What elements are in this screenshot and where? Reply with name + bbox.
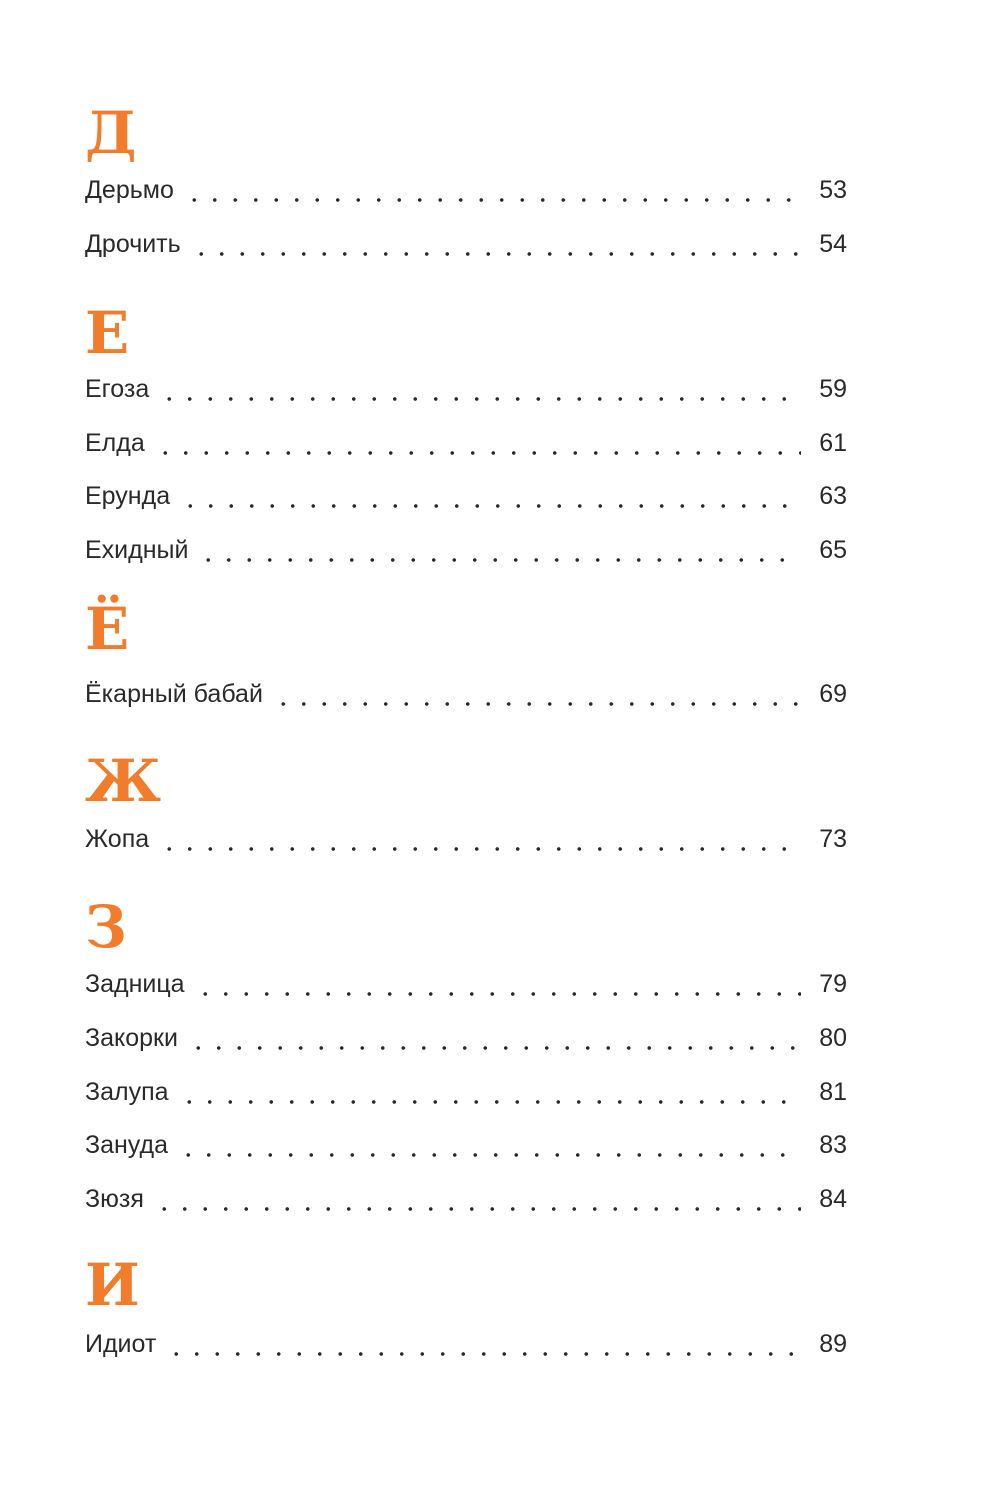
dot-leader — [273, 676, 801, 712]
dot-leader — [180, 478, 801, 514]
toc-entry[interactable] — [85, 821, 847, 857]
entry-page-number: 61 — [819, 428, 847, 457]
section-letter: Ё — [85, 595, 130, 663]
entry-page-number: 79 — [819, 969, 847, 998]
section-letter: Ж — [85, 747, 162, 815]
dot-leader — [159, 371, 801, 407]
entry-title: Ерунда — [85, 481, 171, 510]
entry-title: Залупа — [85, 1077, 169, 1106]
entry-page-number: 59 — [819, 374, 847, 403]
dot-leader — [179, 1074, 801, 1110]
entry-page-number: 69 — [819, 679, 847, 708]
toc-entry[interactable] — [85, 1127, 847, 1163]
toc-entry[interactable] — [85, 1181, 847, 1217]
entry-page-number: 83 — [819, 1130, 847, 1159]
entry-page-number: 65 — [819, 535, 847, 564]
entry-page-number: 80 — [819, 1023, 847, 1052]
entry-page-number: 84 — [819, 1184, 847, 1213]
toc-entry[interactable] — [85, 532, 847, 568]
toc-entry[interactable] — [85, 478, 847, 514]
entry-title: Дерьмо — [85, 175, 174, 204]
dot-leader — [155, 425, 801, 461]
section-letter: Е — [85, 299, 130, 367]
entry-title: Ёкарный бабай — [85, 679, 263, 708]
entry-page-number: 81 — [819, 1077, 847, 1106]
dot-leader — [154, 1181, 801, 1217]
entry-title: Зюзя — [85, 1184, 144, 1213]
entry-title: Елда — [85, 428, 145, 457]
entry-page-number: 73 — [819, 824, 847, 853]
entry-page-number: 89 — [819, 1329, 847, 1358]
section-letter: И — [85, 1251, 140, 1319]
entry-page-number: 54 — [819, 229, 847, 258]
dot-leader — [159, 821, 801, 857]
toc-entry[interactable] — [85, 966, 847, 1002]
section-letter: Д — [85, 99, 137, 167]
toc-entry[interactable] — [85, 226, 847, 262]
entry-title: Ехидный — [85, 535, 189, 564]
toc-entry[interactable] — [85, 172, 847, 208]
dot-leader — [178, 1127, 801, 1163]
entry-title: Зануда — [85, 1130, 168, 1159]
toc-entry[interactable] — [85, 371, 847, 407]
toc-entry[interactable] — [85, 425, 847, 461]
dot-leader — [198, 532, 801, 568]
entry-page-number: 63 — [819, 481, 847, 510]
dot-leader — [195, 966, 801, 1002]
dot-leader — [188, 1020, 801, 1056]
dot-leader — [166, 1326, 801, 1362]
toc-entry[interactable] — [85, 1326, 847, 1362]
toc-entry[interactable] — [85, 676, 847, 712]
toc-entry[interactable] — [85, 1074, 847, 1110]
toc-entry[interactable] — [85, 1020, 847, 1056]
entry-title: Идиот — [85, 1329, 157, 1358]
entry-title: Задница — [85, 969, 185, 998]
entry-title: Егоза — [85, 374, 150, 403]
section-letter: З — [85, 893, 127, 961]
dot-leader — [191, 226, 801, 262]
dot-leader — [184, 172, 801, 208]
entry-title: Жопа — [85, 824, 150, 853]
entry-page-number: 53 — [819, 175, 847, 204]
entry-title: Закорки — [85, 1023, 178, 1052]
entry-title: Дрочить — [85, 229, 181, 258]
